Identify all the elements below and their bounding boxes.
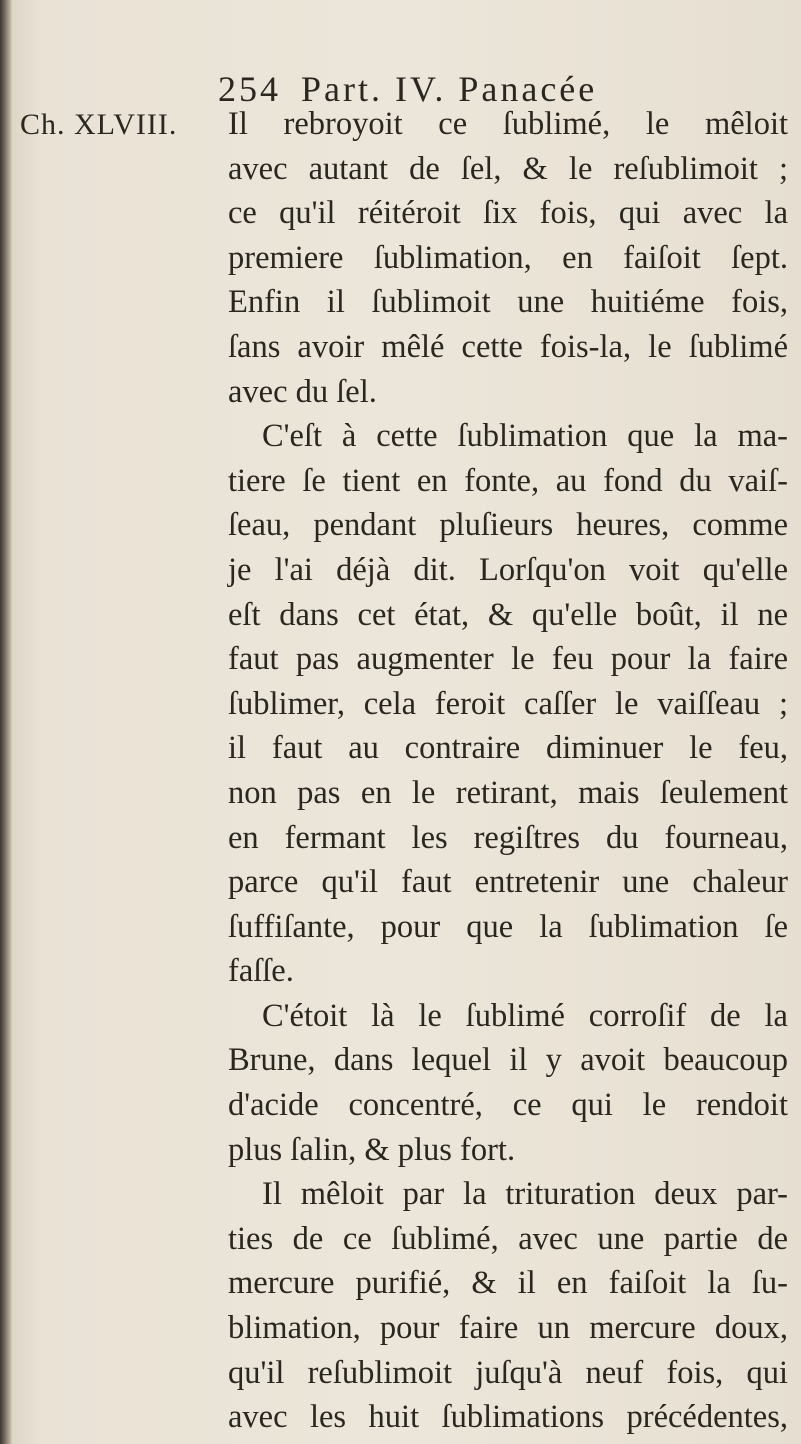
body-text — [228, 102, 788, 1440]
text-line: ſublimer, cela feroit caſſer le vaiſſeau ; — [228, 685, 788, 722]
chapter-margin-note: Ch. XLVIII. — [20, 108, 178, 141]
text-line: ſuffiſante, pour que la ſublimation ſe — [228, 908, 788, 945]
text-line: ſeau, pendant pluſieurs heures, comme — [228, 507, 788, 544]
text-line: Il rebroyoit ce ſublimé, le mêloit — [228, 106, 788, 142]
text-line: C'étoit là le ſublimé corroſif de la — [262, 997, 788, 1034]
running-title: Part. IV. Panacée — [301, 69, 598, 109]
text-line: avec autant de ſel, & le reſublimoit ; — [228, 150, 788, 187]
text-line: tiere ſe tient en fonte, au fond du vaiſ- — [228, 462, 788, 499]
text-line: eſt dans cet état, & qu'elle boût, il ne — [228, 596, 788, 633]
text-line: ties de ce ſublimé, avec une partie de — [228, 1220, 788, 1257]
text-line: plus ſalin, & plus fort. — [228, 1131, 516, 1168]
text-line: en fermant les regiſtres du fourneau, — [228, 819, 788, 856]
text-line: Il mêloit par la trituration deux par- — [262, 1176, 788, 1213]
text-line: avec du ſel. — [228, 373, 377, 410]
text-line: blimation, pour faire un mercure doux, — [228, 1310, 788, 1347]
page-binding-edge — [0, 0, 12, 1444]
text-line: ſans avoir mêlé cette fois-la, le ſublimé — [228, 328, 788, 365]
text-line: d'acide concentré, ce qui le rendoit — [228, 1087, 788, 1124]
text-line: Brune, dans lequel il y avoit beaucoup — [228, 1042, 788, 1079]
text-line: il faut au contraire diminuer le feu, — [228, 730, 788, 767]
text-line: je l'ai déjà dit. Lorſqu'on voit qu'elle — [228, 551, 788, 588]
text-line: premiere ſublimation, en faiſoit ſept. — [228, 239, 788, 276]
text-line: Enfin il ſublimoit une huitiéme fois, — [228, 284, 788, 321]
text-line: C'eſt à cette ſublimation que la ma- — [262, 418, 788, 455]
text-line: ce qu'il réitéroit ſix fois, qui avec la — [228, 195, 788, 232]
text-line: avec les huit ſublimations précédentes, — [228, 1399, 788, 1436]
text-line: non pas en le retirant, mais ſeulement — [228, 774, 788, 811]
text-line: faut pas augmenter le feu pour la faire — [228, 641, 788, 678]
text-line: faſſe. — [228, 953, 294, 990]
text-line: qu'il reſublimoit juſqu'à neuf fois, qui — [228, 1354, 788, 1391]
text-line: mercure purifié, & il en faiſoit la ſu- — [228, 1265, 788, 1302]
page-number: 254 — [218, 69, 281, 109]
text-line: parce qu'il faut entretenir une chaleur — [228, 864, 788, 901]
